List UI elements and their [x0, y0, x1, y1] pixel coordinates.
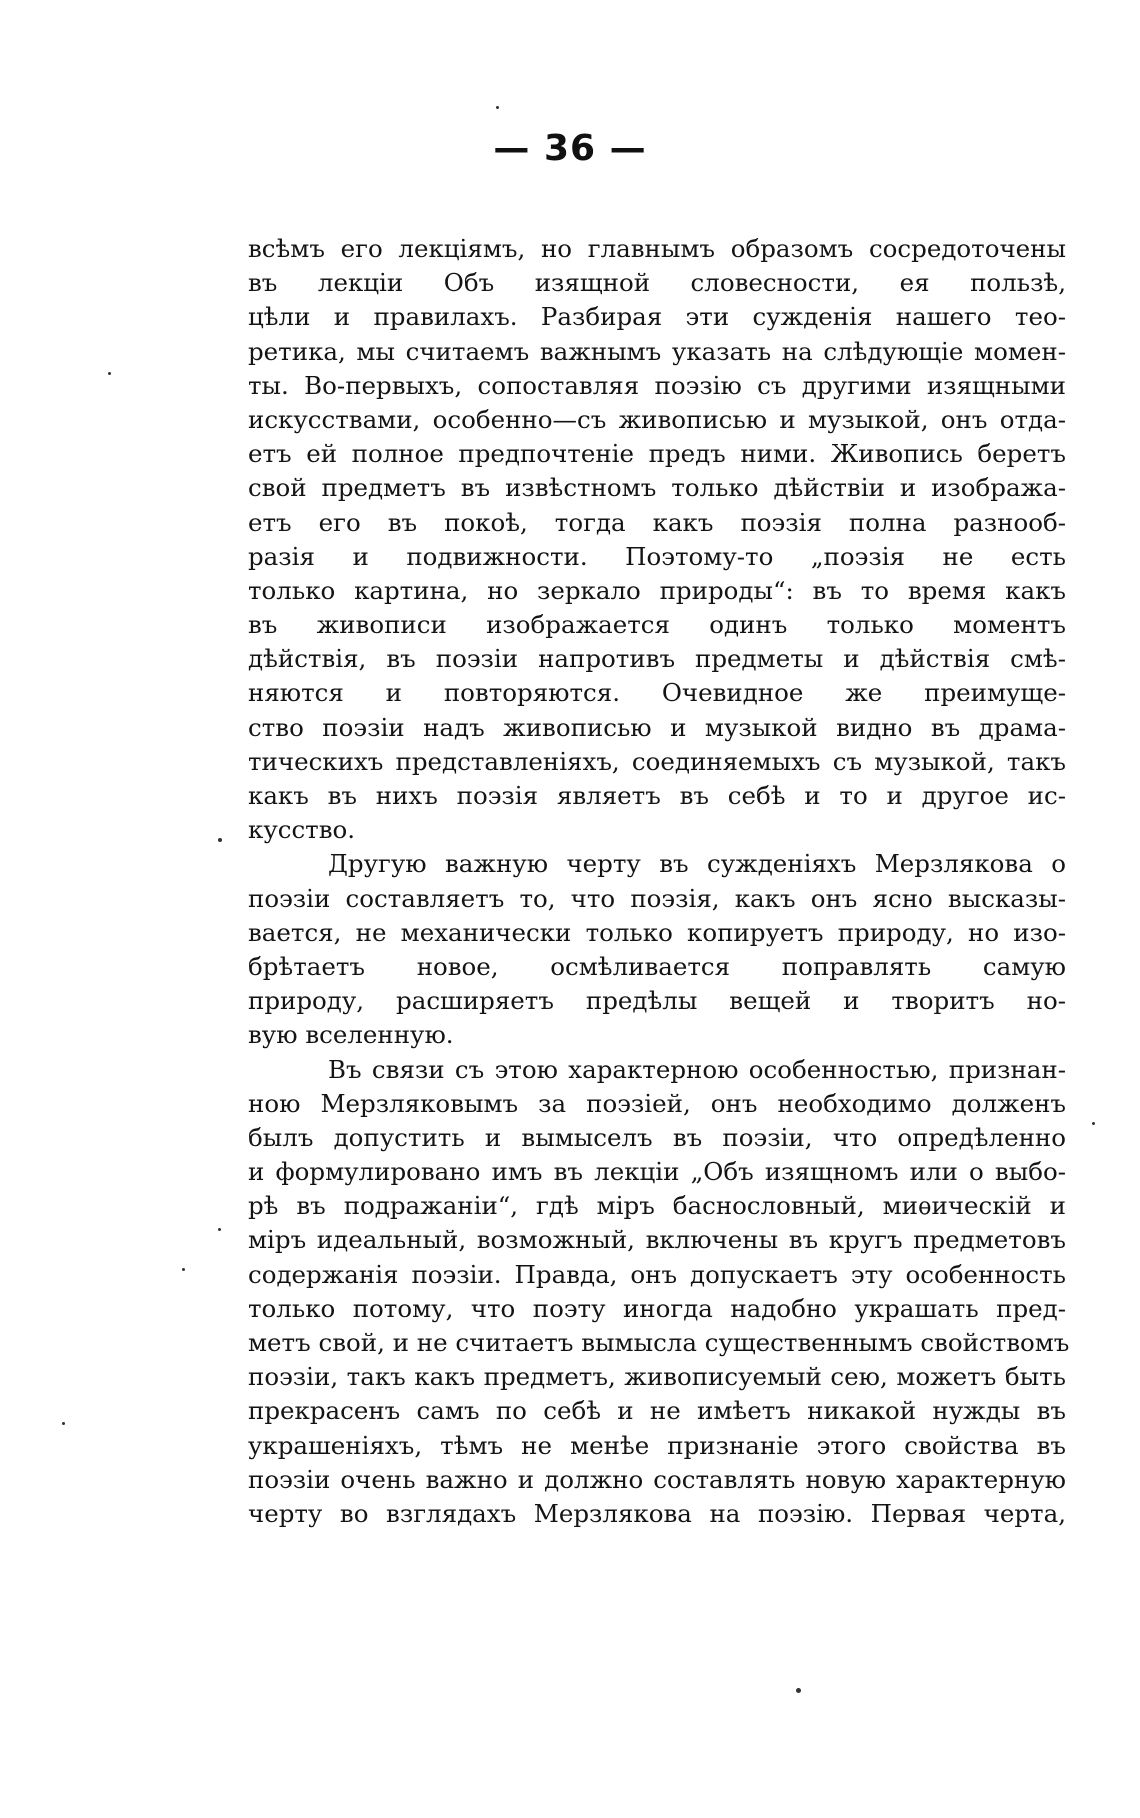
text-line: ты. Во-первыхъ, сопоставляя поэзію съ другими изящными: [248, 370, 1066, 400]
scan-speck: [218, 838, 222, 842]
text-line: ство поэзіи надъ живописью и музыкой видно въ драма-: [248, 712, 1066, 742]
text-line: былъ допустить и вымыселъ въ поэзіи, что опредѣленно: [248, 1122, 1066, 1152]
text-line: міръ идеальный, возможный, включены въ кругъ предметовъ: [248, 1225, 1066, 1255]
text-line: поэзіи составляетъ то, что поэзія, какъ онъ ясно высказы-: [248, 883, 1066, 913]
scan-speck: [1092, 1122, 1095, 1125]
text-line: метъ свой, и не считаетъ вымысла существеннымъ свойствомъ: [248, 1328, 1070, 1357]
text-line: дѣйствія, въ поэзіи напротивъ предметы и дѣйствія смѣ-: [248, 644, 1066, 674]
text-line: рѣ въ подражаніи“, гдѣ міръ баснословный, миѳическій и: [248, 1191, 1066, 1221]
text-line: какъ въ нихъ поэзія являетъ въ себѣ и то и другое ис-: [248, 781, 1066, 810]
text-line: въ живописи изображается одинъ только моментъ: [248, 610, 1066, 640]
text-line: украшеніяхъ, тѣмъ не менѣе признаніе этого свойства въ: [248, 1430, 1066, 1460]
text-line: свой предметъ въ извѣстномъ только дѣйствіи и изобража-: [248, 473, 1066, 503]
text-line: только картина, но зеркало природы“: въ то время какъ: [248, 575, 1066, 605]
text-line: ною Мерзляковымъ за поэзіей, онъ необходимо долженъ: [248, 1088, 1066, 1118]
text-line: брѣтаетъ новое, осмѣливается поправлять самую: [248, 951, 1066, 981]
text-line: только потому, что поэту иногда надобно украшать пред-: [248, 1293, 1066, 1323]
text-line: вую вселенную.: [248, 1020, 454, 1050]
text-line: етъ ей полное предпочтеніе предъ ними. Живопись беретъ: [248, 439, 1066, 469]
text-line: няются и повторяются. Очевидное же преимуще-: [248, 678, 1066, 708]
text-line: въ лекціи Объ изящной словесности, ея пользѣ,: [248, 268, 1066, 298]
scan-speck: [218, 1228, 221, 1231]
scan-speck: [108, 372, 111, 375]
text-line: вается, не механически только копируетъ природу, но изо-: [248, 917, 1066, 947]
text-line: разія и подвижности. Поэтому-то „поэзія не есть: [248, 541, 1066, 571]
scan-speck: [496, 106, 499, 109]
text-line: и формулировано имъ въ лекціи „Объ изящномъ или о выбо-: [248, 1157, 1066, 1187]
text-line: черту во взглядахъ Мерзлякова на поэзію. Первая черта,: [248, 1498, 1066, 1528]
text-line: поэзіи, такъ какъ предметъ, живописуемый сею, можетъ быть: [248, 1362, 1066, 1392]
text-line: содержанія поэзіи. Правда, онъ допускаетъ эту особенность: [248, 1259, 1066, 1289]
page-body-text: [248, 232, 1070, 1531]
paragraph-first-line: Въ связи съ этою характерною особенностью, признан-: [328, 1054, 1066, 1084]
text-line: всѣмъ его лекціямъ, но главнымъ образомъ сосредоточены: [248, 234, 1066, 263]
text-line: поэзіи очень важно и должно составлять новую характерную: [248, 1464, 1066, 1494]
text-line: етъ его въ покоѣ, тогда какъ поэзія полна разнооб-: [248, 507, 1066, 537]
text-line: природу, расширяетъ предѣлы вещей и творитъ но-: [248, 986, 1066, 1016]
text-line: искусствами, особенно—съ живописью и музыкой, онъ отда-: [248, 404, 1066, 434]
scan-speck: [182, 1268, 185, 1271]
page-number: — 36 —: [493, 128, 647, 169]
paragraph-first-line: Другую важную черту въ сужденіяхъ Мерзлякова о: [328, 849, 1066, 879]
text-line: тическихъ представленіяхъ, соединяемыхъ съ музыкой, такъ: [248, 746, 1066, 776]
text-line: прекрасенъ самъ по себѣ и не имѣетъ никакой нужды въ: [248, 1396, 1066, 1426]
text-line: ретика, мы считаемъ важнымъ указать на слѣдующіе момен-: [248, 336, 1066, 366]
text-line: кусство.: [248, 815, 356, 845]
scan-speck: [62, 1422, 65, 1425]
scan-speck: [796, 1688, 801, 1693]
text-line: цѣли и правилахъ. Разбирая эти сужденія нашего тео-: [248, 302, 1066, 332]
